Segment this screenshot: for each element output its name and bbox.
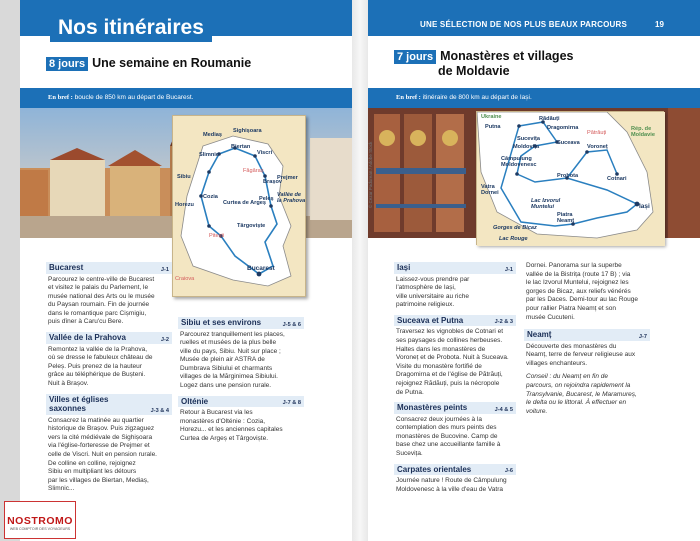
map-label: Putna (485, 124, 501, 130)
body-line: musée Cucuteni. (526, 313, 575, 321)
days-badge: 7 jours (394, 50, 436, 64)
continued-text (524, 262, 650, 322)
section-header (178, 396, 304, 408)
nostromo-logo (4, 501, 76, 539)
section-title: Neamț (527, 330, 552, 340)
left-column-1 (46, 262, 172, 499)
map-label: Rép. de Moldavie (631, 126, 655, 138)
section-body (46, 415, 172, 494)
day-tag: J-3 & 4 (150, 407, 169, 414)
body-line: celle de Viscri. Nuit en pension rurale. (48, 450, 157, 458)
section-title: Villes et églises saxonnes (49, 394, 109, 414)
itinerary-section (46, 394, 172, 494)
body-line: ses paysages de collines herbeuses. (396, 336, 503, 344)
map-label: Biertan (231, 144, 251, 150)
body-line: vers la cité médiévale de Sighișoara (48, 433, 153, 441)
body-line: monastères d'Olténie : Cozia, (180, 417, 266, 425)
map-label: Pitești (209, 233, 225, 239)
body-line: pour rallier Piatra Neamț et son (526, 304, 616, 312)
section-title: Vallée de la Prahova (49, 333, 126, 343)
section-body (46, 344, 172, 389)
map-label: Dragomirna (547, 125, 579, 131)
body-line: historique de Brașov. Puis zigzaguez (48, 425, 155, 433)
section-body (394, 326, 516, 397)
map-label: Piatra Neamț (557, 212, 575, 224)
map-label: Rădăuți (539, 116, 560, 122)
day-tag: J-2 & 3 (494, 319, 513, 326)
map-label: Prejmer (277, 175, 298, 181)
map-label: Sucevița (517, 136, 541, 142)
route-heading (394, 49, 573, 78)
section-header (394, 262, 516, 274)
route-title: Monastères et villages (440, 49, 574, 63)
route-title: Une semaine en Roumanie (92, 56, 252, 70)
body-line: monastères de Bucovine. Camp de (396, 432, 498, 440)
map-label: Cotnari (607, 176, 627, 182)
body-line: Consacrez deux journées à la (396, 415, 482, 423)
section-header (394, 315, 516, 327)
left-page (20, 0, 352, 541)
map-label: Craiova (175, 276, 195, 282)
summary-text: boucle de 850 km au départ de Bucarest. (74, 94, 194, 101)
map-label: Horezu (175, 202, 194, 208)
itinerary-section (394, 262, 516, 310)
body-line: base chez une accueillante famille à (396, 441, 501, 449)
map-label: Brașov (263, 179, 282, 185)
logo-title: NOSTROMO (7, 515, 73, 527)
body-line: vallée de la Bistrița (route 17 B) ; via (526, 270, 631, 278)
itinerary-section (394, 402, 516, 458)
body-line: grâce au téléphérique de Bușteni. (48, 371, 146, 379)
body-line: Slimnic... (48, 485, 75, 493)
route-title-line-2: de Moldavie (438, 64, 510, 78)
map-label: Slimnic (199, 152, 219, 158)
route-heading (46, 56, 251, 71)
body-line: Laissez-vous prendre par (396, 275, 470, 283)
map-label: Sighișoara (233, 128, 262, 134)
body-line: Nuit à Brașov. (48, 379, 89, 387)
day-tag: J-7 & 8 (282, 400, 301, 407)
body-line: Horezu... et les anciennes capitales (180, 426, 283, 434)
map-label: Câmpulung Moldovenesc (501, 156, 537, 168)
body-line: et visitez le palais du Parlement, le (48, 284, 149, 292)
body-line: rejoignez Rădăuți, puis la nécropole (396, 379, 500, 387)
section-header (524, 329, 650, 341)
body-line: ruelles et musées de la plus belle (180, 339, 277, 347)
body-line: le delta ou le littoral. À effectuer en (526, 399, 627, 407)
body-line: Voroneț et de Probota. Nuit à Suceava. (396, 354, 509, 362)
body-line: Logez dans une pension rurale. (180, 382, 272, 390)
page-number: 19 (655, 20, 664, 29)
logo-subtitle: WEB COMPTOIR DES VOYAGEURS (9, 527, 71, 531)
itinerary-section (46, 332, 172, 388)
body-line: Dragomirna et de l'église de Pătrăuți, (396, 371, 503, 379)
body-line: villages enchanteurs. (526, 359, 588, 367)
body-line: puis dîner à Caru'cu Bere. (48, 318, 124, 326)
map-label: Vallée de la Prahova (277, 192, 306, 204)
map-label: Suceava (557, 140, 580, 146)
map-label: Voroneț (587, 144, 608, 150)
body-line: Moldovenesc à la ville d'eau de Vatra (396, 485, 503, 493)
romania-route-map (172, 115, 306, 297)
body-line: Remontez la vallée de la Prahova, (48, 345, 148, 353)
body-line: Neamț, terre de ferveur religieuse aux (526, 351, 636, 359)
map-label: Făgăraș (243, 168, 264, 174)
map-label: Viscri (257, 150, 273, 156)
map-label: Iași (639, 203, 650, 210)
body-line: Transylvanie, Bucarest, le Maramureș, (526, 390, 637, 398)
body-line: Conseil : du Neamț en fin de (526, 373, 609, 381)
book-gutter (352, 0, 368, 541)
section-title: Bucarest (49, 263, 84, 272)
map-label: Vatra Dornei (481, 184, 499, 196)
advice-note (524, 373, 650, 416)
summary-label: En bref : (396, 94, 421, 101)
body-line: Retour à Bucarest via les (180, 409, 253, 417)
section-header (46, 332, 172, 344)
summary-band (20, 88, 352, 108)
section-title: Monastères peints (397, 403, 468, 413)
body-line: voiture. (526, 407, 548, 415)
body-line: De colline en colline, rejoignez (48, 459, 136, 467)
section-body (46, 274, 172, 328)
body-line: Sucevița. (396, 450, 423, 457)
body-line: parcours, on rejoindra rapidement la (526, 382, 631, 390)
section-body (524, 341, 650, 369)
running-head: UNE SÉLECTION DE NOS PLUS BEAUX PARCOURS (420, 20, 627, 29)
photo-credit: © Cezar Padurean / Adobe Stock (368, 141, 373, 208)
day-tag: J-4 & 5 (494, 406, 513, 413)
map-label: Peleș (259, 196, 274, 202)
body-line: Parcourez le centre-ville de Bucarest (48, 275, 155, 283)
body-line: Dumbrava Sibiului et charmants (180, 364, 273, 372)
section-title: Sibiu et ses environs (181, 318, 262, 327)
section-header (178, 317, 304, 329)
itinerary-section (178, 317, 304, 391)
body-line: gorges de Bicaz, aux reliefs vénérés (526, 287, 631, 295)
summary-band (368, 88, 700, 108)
day-tag: J-1 (160, 266, 169, 273)
body-line: Dornei. Panorama sur la superbe (526, 262, 622, 269)
body-line: Sibiu en multipliant les détours (48, 468, 137, 476)
right-column-2 (524, 262, 650, 416)
body-line: Musée de plein air ASTRA de (180, 356, 265, 364)
section-body (394, 414, 516, 459)
body-line: dans le romantique parc Cișmigiu, (48, 309, 147, 317)
section-title: Suceava et Putna (397, 315, 464, 325)
map-label: Târgoviște (237, 223, 266, 229)
section-header (394, 402, 516, 414)
body-line: Curtea de Argeș et Târgoviște. (180, 434, 269, 442)
day-tag: J-7 (638, 333, 647, 340)
day-tag: J-6 (504, 468, 513, 475)
map-label: Mediaș (203, 132, 222, 138)
body-line: ville universitaire au riche (396, 292, 469, 300)
page-title: Nos itinéraires (50, 14, 212, 42)
map-label: Lac Izvorul Muntelui (531, 198, 561, 210)
body-line: Parcourez tranquillement les places, (180, 330, 285, 338)
section-header (46, 262, 172, 274)
left-header-band (20, 0, 352, 39)
right-column-1 (394, 262, 516, 499)
body-line: Consacrez la matinée au quartier (48, 416, 144, 424)
summary-text: itinéraire de 800 km au départ de Iași. (422, 94, 532, 101)
section-body (394, 475, 516, 494)
body-line: Visite du monastère fortifié de (396, 362, 482, 370)
body-line: Haltes dans les monastères de (396, 345, 486, 353)
map-label: Bucarest (247, 265, 275, 272)
summary-label: En bref : (48, 94, 73, 101)
map-label: Curtea de Argeș (223, 200, 267, 206)
map-label: Lac Rouge (499, 236, 528, 242)
body-line: ville du pays, Sibiu. Nuit sur place ; (180, 347, 281, 355)
body-line: Traversez les vignobles de Cotnari et (396, 328, 504, 336)
body-line: le lac Izvorul Muntelui, rejoignez les (526, 279, 629, 287)
itinerary-section (524, 329, 650, 368)
right-header-band (368, 0, 700, 36)
moldavia-route-map (476, 111, 664, 245)
body-line: l'atmosphère de Iași, (396, 284, 456, 292)
section-header (394, 464, 516, 476)
map-label: Ukraine (481, 114, 502, 120)
section-body (178, 329, 304, 391)
body-line: Découverte des monastères du (526, 342, 617, 350)
itinerary-section (178, 396, 304, 444)
body-line: patrimoine religieux. (396, 301, 455, 309)
itinerary-section (394, 315, 516, 397)
days-badge: 8 jours (46, 57, 88, 71)
body-line: Peleș. Puis prenez de la hauteur (48, 362, 142, 370)
map-label: Gorges de Bicaz (493, 225, 537, 231)
body-line: où se dresse le fabuleux château de (48, 354, 153, 362)
section-title: Carpates orientales (397, 464, 472, 474)
section-header (46, 394, 172, 415)
body-line: par les villages de Biertan, Mediaș, (48, 476, 149, 484)
map-label: Sibiu (177, 174, 191, 180)
body-line: de Putna. (396, 388, 424, 396)
section-body (178, 407, 304, 443)
day-tag: J-2 (160, 336, 169, 343)
body-line: Journée nature ! Route de Câmpulung (396, 477, 507, 485)
map-label: Probota (557, 173, 579, 179)
itinerary-section (394, 464, 516, 495)
right-page (368, 0, 700, 541)
body-line: contemplation des murs peints des (396, 424, 497, 432)
map-label: Pătrăuți (587, 130, 607, 136)
day-tag: J-5 & 6 (282, 321, 301, 328)
body-line: par les Daces. Demi-tour au lac Rouge (526, 296, 638, 304)
body-line: musée national des Arts ou le musée (48, 292, 155, 300)
body-line: du Paysan roumain. Fin de journée (48, 301, 150, 309)
left-column-2 (178, 317, 304, 449)
body-line: via l'église-forteresse de Prejmer et (48, 442, 150, 450)
section-title: Olténie (181, 396, 209, 406)
section-body (394, 274, 516, 310)
itinerary-section (46, 262, 172, 327)
map-label: Cozia (203, 194, 218, 200)
map-label: Moldovița (513, 144, 540, 150)
body-line: villages de la Mărginimea Sibiului. (180, 373, 278, 381)
day-tag: J-1 (504, 266, 513, 273)
section-title: Iași (397, 263, 411, 272)
